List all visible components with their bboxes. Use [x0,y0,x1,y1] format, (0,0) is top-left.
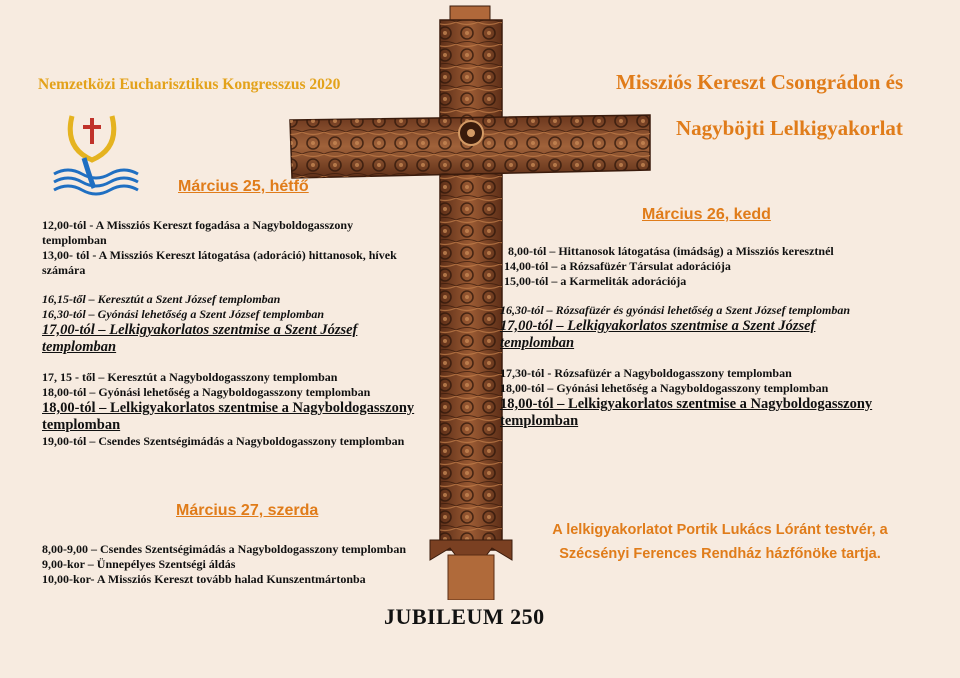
march27-list [42,542,462,587]
list-item-highlight: templomban [500,335,575,351]
list-item-highlight: templomban [42,417,121,433]
list-item: 17,30-tól - Rózsafüzér a Nagyboldogasszony templomban [500,366,792,380]
list-item: 8,00-tól – Hittanosok látogatása (imádság) a Missziós keresztnél [508,244,834,258]
list-item-highlight: 18,00-tól – Lelkigyakorlatos szentmise a Nagyboldogasszony [42,400,415,416]
list-item: 16,30-tól – Rózsafüzér és gyónási lehetőség a Szent József templomban [500,303,851,317]
march26-list [500,244,940,430]
eucharistic-congress-logo [50,108,142,198]
list-item: 18,00-tól – Gyónási lehetőség a Nagyboldogasszony templomban [42,385,371,399]
main-title-line2: Nagyböjti Lelkigyakorlat [676,116,903,140]
main-title-line1: Missziós Kereszt Csongrádon és [616,70,904,94]
leader-line2: Szécsényi Ferences Rendház házfőnöke tartja. [559,546,881,562]
march26-heading: Március 26, kedd [642,206,771,223]
list-item: 8,00-9,00 – Csendes Szentségimádás a Nagyboldogasszony templomban [42,542,407,556]
list-item: 16,15-től – Keresztút a Szent József templomban [42,292,281,306]
list-item: 15,00-tól – a Karmeliták adorációja [504,274,687,288]
leader-note [500,518,940,566]
list-item: 18,00-tól – Gyónási lehetőség a Nagyboldogasszony templomban [500,381,829,395]
list-item: 14,00-tól – a Rózsafüzér Társulat adorációja [504,259,731,273]
list-item-highlight: 17,00-tól – Lelkigyakorlatos szentmise a Szent József [500,318,816,334]
march27-heading: Március 27, szerda [176,502,319,519]
march25-list [42,218,462,449]
list-item: 9,00-kor – Ünnepélyes Szentségi áldás [42,557,236,571]
jubileum-label: JUBILEUM 250 [384,604,545,629]
list-item: 17, 15 - től – Keresztút a Nagyboldogasszony templomban [42,370,338,384]
list-item-highlight: 18,00-tól – Lelkigyakorlatos szentmise a Nagyboldogasszony [500,396,873,412]
list-item: 10,00-kor- A Missziós Kereszt tovább halad Kunszentmártonba [42,572,366,586]
march25-heading: Március 25, hétfő [178,178,309,195]
leader-line1: A lelkigyakorlatot Portik Lukács Lóránt testvér, a [552,522,888,538]
list-item-highlight: 17,00-tól – Lelkigyakorlatos szentmise a Szent József [42,322,358,338]
list-item: számára [42,263,86,277]
list-item: 12,00-tól - A Missziós Kereszt fogadása a Nagyboldogasszony [42,218,354,232]
list-item: 13,00- tól - A Missziós Kereszt látogatása (adoráció) hittanosok, hívek [42,248,397,262]
list-item-highlight: templomban [42,339,117,355]
congress-title: Nemzetközi Eucharisztikus Kongresszus 2020 [38,76,341,93]
list-item-highlight: templomban [500,413,579,429]
list-item: 19,00-tól – Csendes Szentségimádás a Nagyboldogasszony templomban [42,434,405,448]
list-item: 16,30-tól – Gyónási lehetőség a Szent József templomban [42,307,324,321]
list-item: templomban [42,233,107,247]
